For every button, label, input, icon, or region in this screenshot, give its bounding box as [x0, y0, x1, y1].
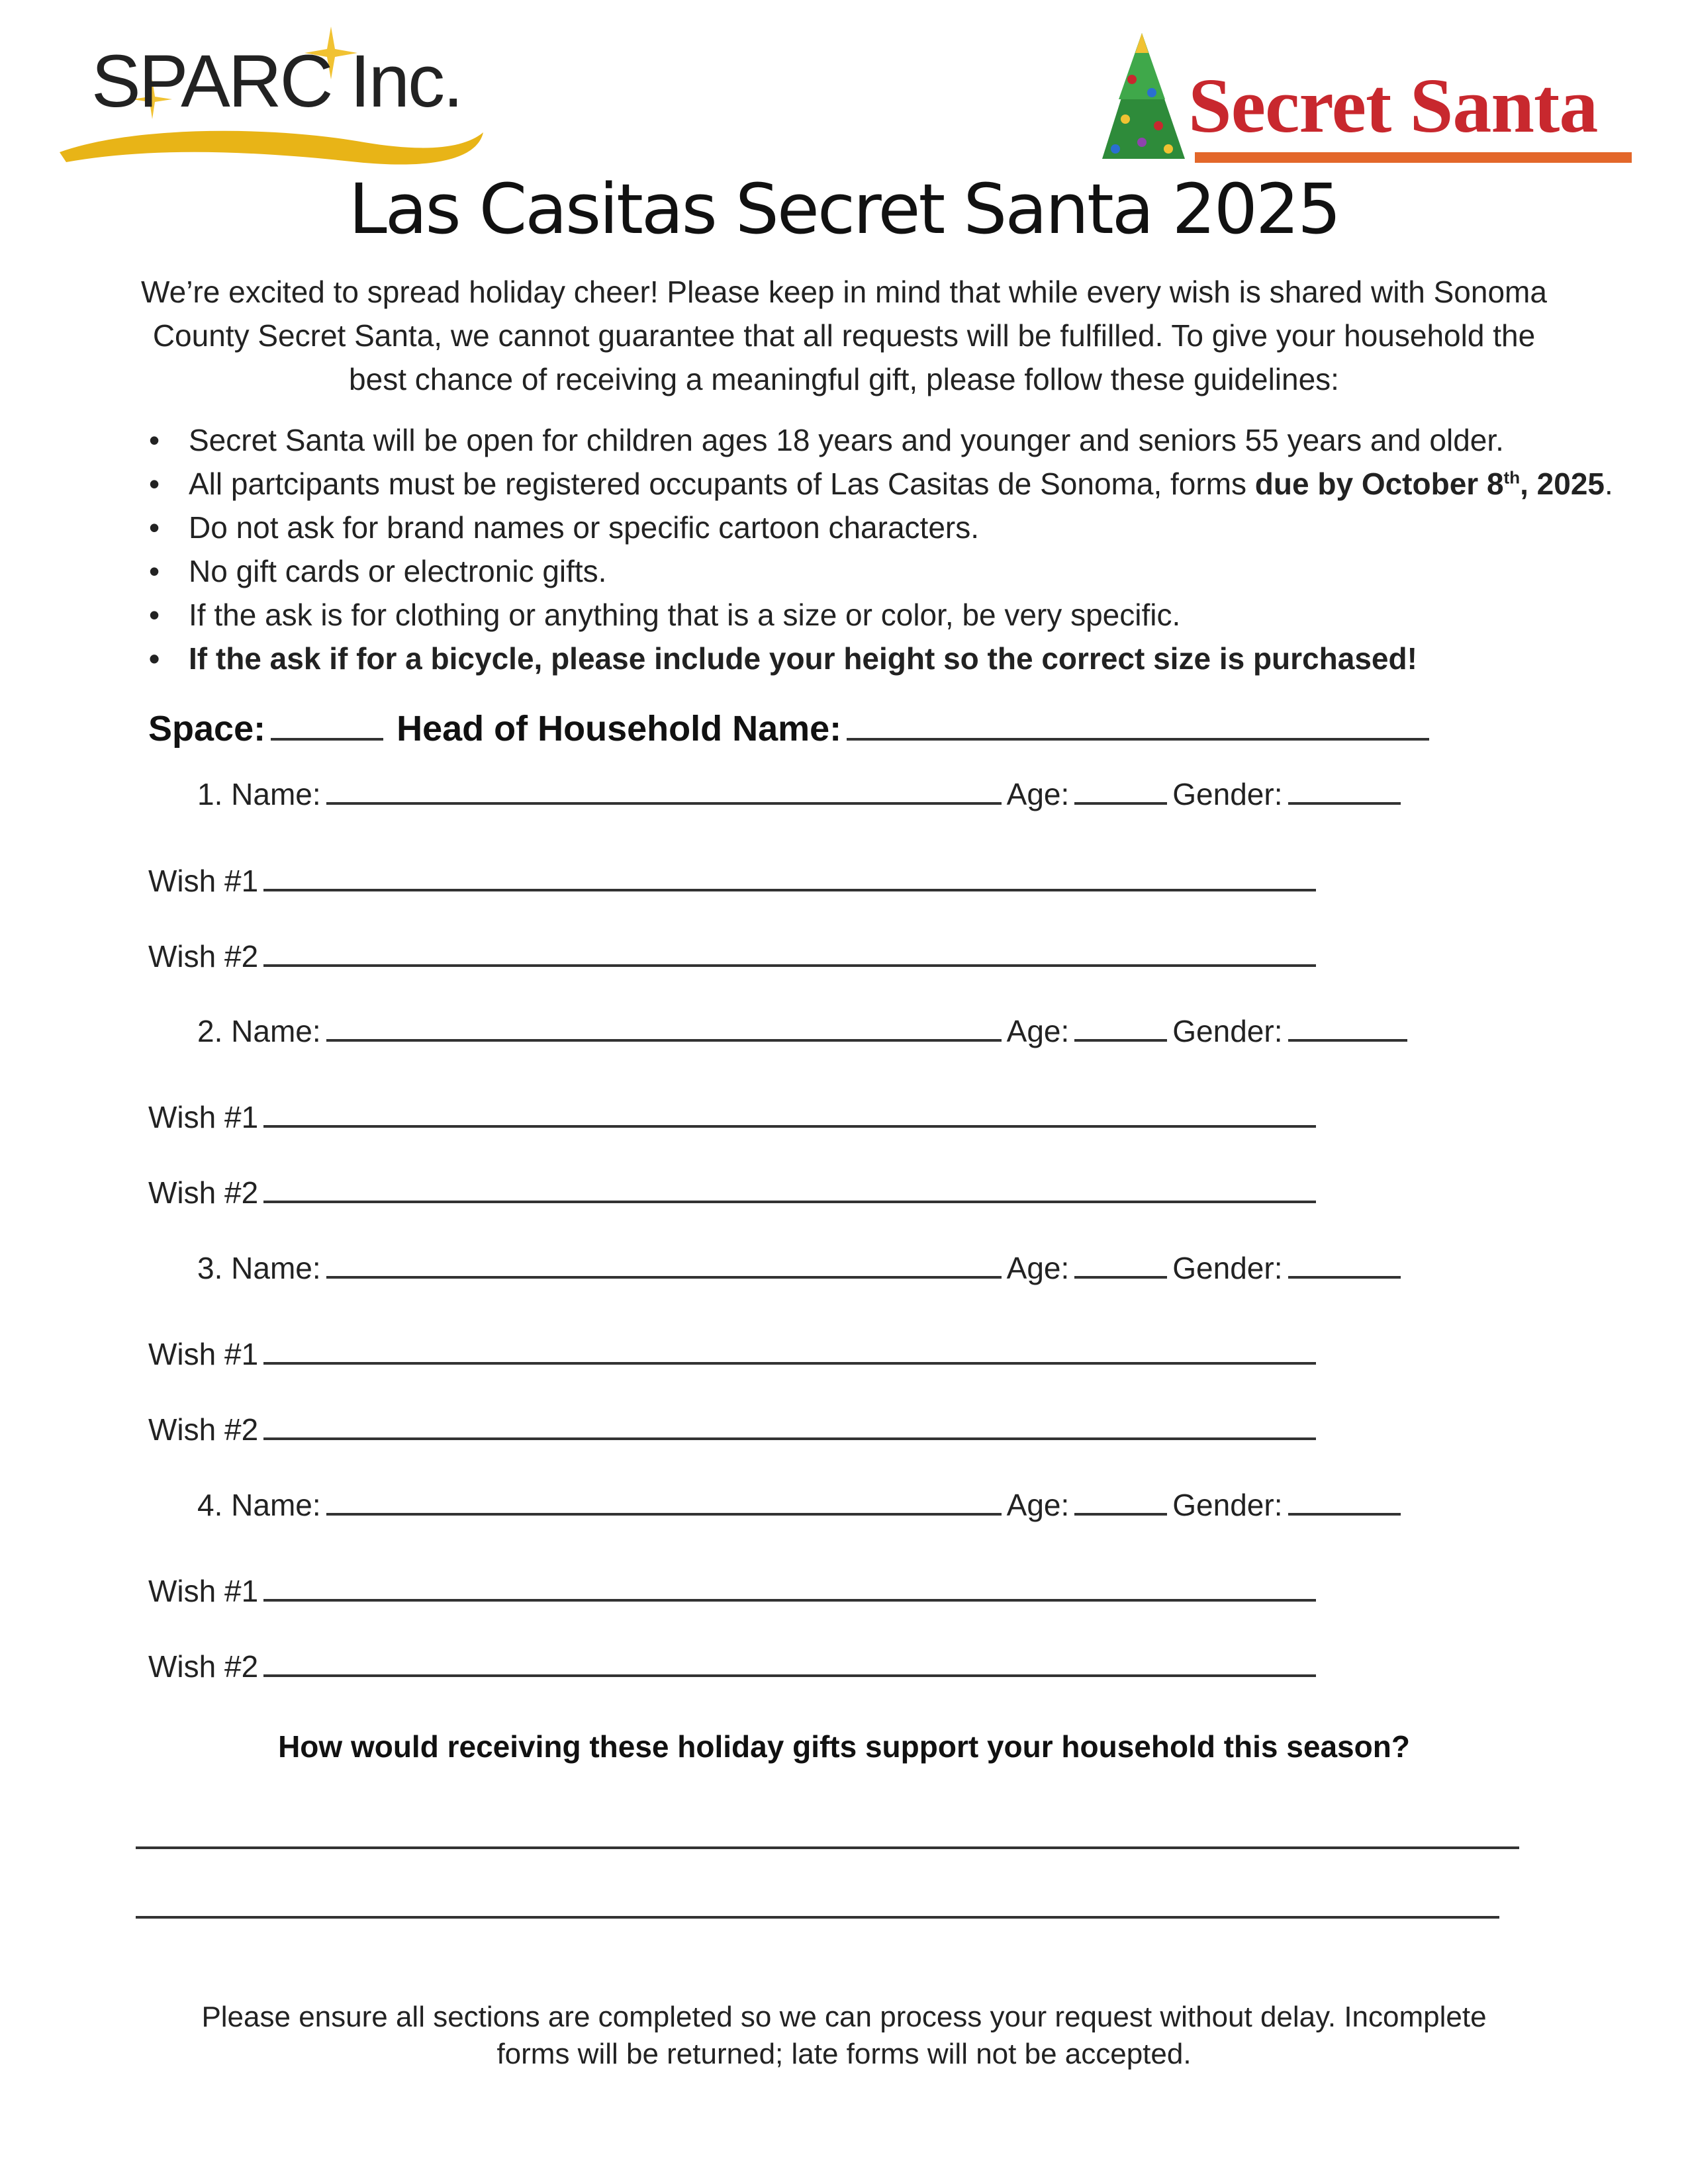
guideline-text: No gift cards or electronic gifts. — [189, 554, 607, 588]
answer-line-1[interactable] — [136, 1846, 1519, 1849]
wish-row — [148, 1336, 1321, 1372]
guideline-item — [149, 418, 1613, 462]
guideline-item — [149, 506, 1613, 549]
guidelines-list — [149, 418, 1613, 680]
wish2-label: Wish #2 — [148, 1175, 259, 1210]
name-label: Name: — [231, 777, 321, 811]
member-row — [197, 1250, 1406, 1286]
member-age-field[interactable] — [1074, 1486, 1167, 1516]
wish-row — [148, 1174, 1321, 1210]
sparc-logo — [53, 26, 490, 179]
space-label: Space: — [148, 709, 266, 749]
wish-row — [148, 1648, 1321, 1684]
wish2-label: Wish #2 — [148, 939, 259, 974]
gender-label: Gender: — [1172, 1251, 1283, 1285]
household-row — [148, 708, 1434, 749]
member-name-field[interactable] — [326, 776, 1002, 805]
guideline-text: Do not ask for brand names or specific cartoon characters. — [189, 510, 980, 545]
wish-row — [148, 938, 1321, 974]
support-question: How would receiving these holiday gifts support your household this season? — [278, 1729, 1410, 1764]
wish1-field[interactable] — [263, 1336, 1316, 1365]
member-name-field[interactable] — [326, 1486, 1002, 1516]
member-number: 2. — [197, 1014, 223, 1048]
wish1-label: Wish #1 — [148, 1574, 259, 1608]
wish1-field[interactable] — [263, 1099, 1316, 1128]
member-row — [197, 1013, 1413, 1049]
member-number: 1. — [197, 777, 223, 811]
due-date-text: due by October 8 — [1254, 467, 1504, 501]
head-of-household-label: Head of Household Name: — [397, 709, 842, 749]
wish-row — [148, 862, 1321, 899]
name-label: Name: — [231, 1251, 321, 1285]
member-number: 3. — [197, 1251, 223, 1285]
age-label: Age: — [1006, 1251, 1070, 1285]
name-label: Name: — [231, 1488, 321, 1522]
member-age-field[interactable] — [1074, 776, 1167, 805]
member-number: 4. — [197, 1488, 223, 1522]
member-gender-field[interactable] — [1288, 1486, 1401, 1516]
wish1-field[interactable] — [263, 862, 1316, 891]
secret-santa-logo — [1096, 26, 1638, 172]
member-name-field[interactable] — [326, 1250, 1002, 1279]
gender-label: Gender: — [1172, 1488, 1283, 1522]
wish2-field[interactable] — [263, 1648, 1316, 1677]
guideline-text: All partcipants must be registered occupants of Las Casitas de Sonoma, forms — [189, 467, 1255, 501]
member-gender-field[interactable] — [1288, 1250, 1401, 1279]
guideline-text: If the ask if for a bicycle, please include your height so the correct size is purchased! — [189, 641, 1417, 676]
gender-label: Gender: — [1172, 1014, 1283, 1048]
intro-paragraph: We’re excited to spread holiday cheer! Please keep in mind that while every wish is shared with Sonoma County Secret Santa, we cannot guarantee that all requests will be fulfilled. To give your household the best chance of receiving a meaningful gift, please follow these guidelines: — [141, 275, 1547, 396]
due-date — [1255, 467, 1605, 501]
member-age-field[interactable] — [1074, 1013, 1167, 1042]
member-name-field[interactable] — [326, 1013, 1002, 1042]
guideline-end: . — [1605, 467, 1613, 501]
member-gender-field[interactable] — [1288, 776, 1401, 805]
wish-row — [148, 1572, 1321, 1609]
guideline-item — [149, 549, 1613, 593]
age-label: Age: — [1006, 1488, 1070, 1522]
member-gender-field[interactable] — [1288, 1013, 1407, 1042]
guideline-item — [149, 637, 1613, 680]
guideline-text: If the ask is for clothing or anything that is a size or color, be very specific. — [189, 598, 1181, 632]
gender-label: Gender: — [1172, 777, 1283, 811]
page-title: Las Casitas Secret Santa 2025 — [348, 169, 1340, 250]
age-label: Age: — [1006, 1014, 1070, 1048]
wish1-label: Wish #1 — [148, 864, 259, 898]
wish1-label: Wish #1 — [148, 1337, 259, 1371]
guideline-item — [149, 593, 1613, 637]
answer-line-2[interactable] — [136, 1916, 1499, 1919]
sparc-logo-text: SPARC Inc. — [91, 40, 462, 122]
guideline-item — [149, 462, 1613, 506]
wish2-label: Wish #2 — [148, 1412, 259, 1447]
member-row — [197, 1486, 1406, 1523]
member-row — [197, 776, 1406, 812]
wish1-field[interactable] — [263, 1572, 1316, 1602]
wish2-field[interactable] — [263, 1411, 1316, 1440]
guideline-text: Secret Santa will be open for children ages 18 years and younger and seniors 55 years and older. — [189, 423, 1504, 457]
space-field[interactable] — [271, 711, 383, 741]
age-label: Age: — [1006, 777, 1070, 811]
due-date-year: , 2025 — [1520, 467, 1605, 501]
wish2-label: Wish #2 — [148, 1649, 259, 1684]
secret-santa-logo-text: Secret Santa — [1188, 62, 1598, 149]
wish2-field[interactable] — [263, 1174, 1316, 1203]
due-date-suffix: th — [1503, 467, 1521, 488]
footer-note: Please ensure all sections are completed so we can process your request without delay. Incomplete forms will be returned; late forms will not be accepted. — [201, 2001, 1487, 2070]
name-label: Name: — [231, 1014, 321, 1048]
wish2-field[interactable] — [263, 938, 1316, 967]
wish-row — [148, 1099, 1321, 1135]
wish-row — [148, 1411, 1321, 1447]
wish1-label: Wish #1 — [148, 1100, 259, 1134]
member-age-field[interactable] — [1074, 1250, 1167, 1279]
head-of-household-field[interactable] — [847, 711, 1429, 741]
